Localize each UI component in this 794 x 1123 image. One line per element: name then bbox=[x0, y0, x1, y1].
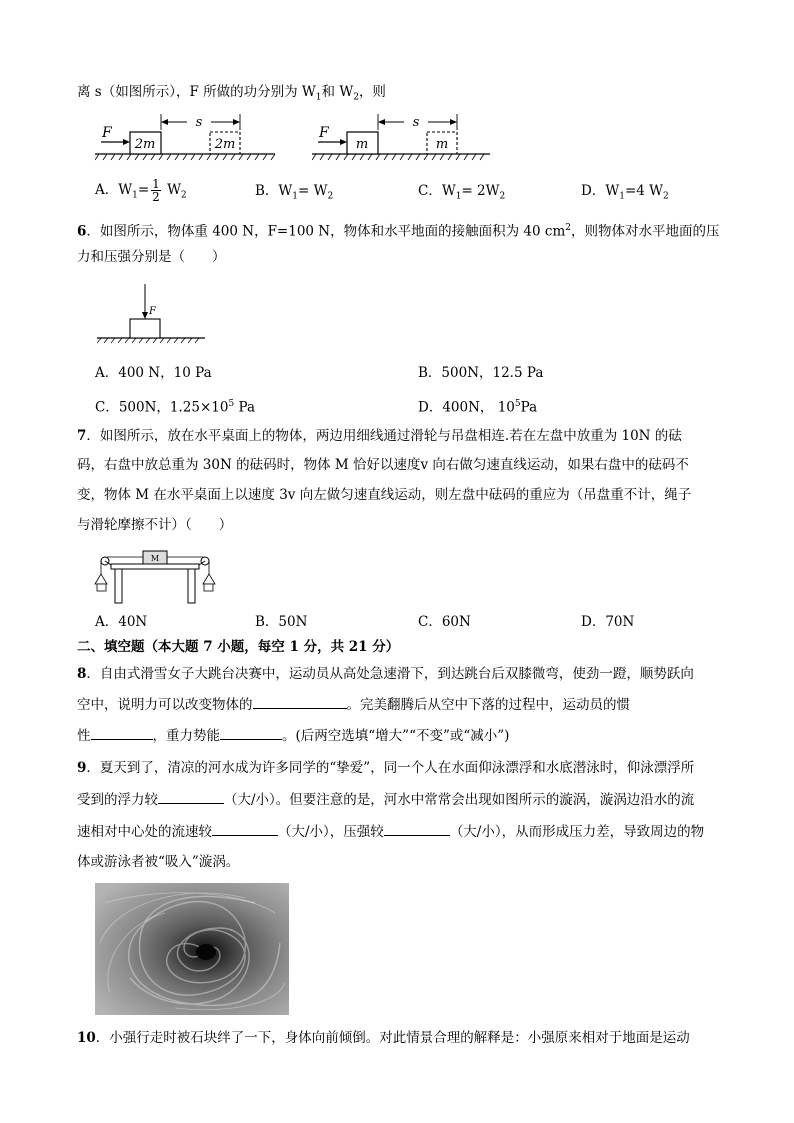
force-label: F bbox=[102, 125, 112, 141]
q5-stem: 离 s（如图所示），F 所做的功分别为 $W_1$和 $W_2$，则 bbox=[77, 84, 386, 103]
dashed-block-label: m bbox=[435, 137, 449, 152]
distance-label: s bbox=[195, 115, 203, 130]
q6-option-c[interactable]: C．500N，$1.25\times 10^5$ Pa bbox=[95, 399, 256, 416]
q5-option-c[interactable]: C．$W_1= 2W_2$ bbox=[418, 183, 506, 202]
q5-option-b[interactable]: B．$W_1= W_2$ bbox=[255, 183, 334, 202]
answer-blank[interactable] bbox=[253, 695, 347, 709]
q8-stem-line3: 性 ，重力势能 。(后两空选填“增大”“不变”或“减小”) bbox=[77, 728, 510, 744]
q7-stem-line2: 码，右盘中放总重为 30N 的砝码时，物体 M 恰好以速度v 向右做匀速直线运动，如果右盘中的砝码不 bbox=[77, 457, 689, 473]
q5-figure-2m bbox=[95, 110, 277, 165]
q5-figure-m bbox=[312, 110, 494, 165]
answer-blank[interactable] bbox=[212, 822, 278, 836]
q7-stem-line1: 7．如图所示，放在水平桌面上的物体，两边用细线通过滑轮与吊盘相连.若在左盘中放重为 10N 的砝 bbox=[77, 428, 682, 444]
fraction: $\frac{1}{2}$ bbox=[152, 177, 160, 204]
q5-option-a[interactable]: A．$W_1=$ $\frac{1}{2}$ $W_2$ bbox=[95, 177, 187, 204]
q6-option-d[interactable]: D．400N， $10^5Pa$ bbox=[418, 399, 538, 416]
force-label: F bbox=[319, 125, 329, 141]
section-heading: 二、填空题（本大题 7 小题，每空 1 分，共 21 分） bbox=[77, 639, 400, 655]
answer-blank[interactable] bbox=[158, 790, 224, 804]
block-label: m bbox=[355, 137, 369, 152]
q7-option-a[interactable]: A．40N bbox=[95, 614, 148, 630]
force-label: F bbox=[149, 306, 156, 317]
q5-option-d[interactable]: D．$W_1=4$ $W_2$ bbox=[581, 183, 669, 202]
q6-stem-line2: 力和压强分别是（ ） bbox=[77, 249, 226, 265]
q6-option-a[interactable]: A．400 N，10 Pa bbox=[95, 365, 212, 381]
q7-stem-line3: 变，物体 M 在水平桌面上以速度 3v 向左做匀速直线运动，则左盘中砝码的重应为（吊盘重不计，绳子 bbox=[77, 487, 692, 503]
q7-option-c[interactable]: C．60N bbox=[418, 614, 471, 630]
q6-option-b[interactable]: B．500N，12.5 Pa bbox=[418, 365, 544, 381]
q8-stem-line1: 8．自由式滑雪女子大跳台决赛中，运动员从高处急速滑下，到达跳台后双膝微弯，使劲一蹬，顺势跃向 bbox=[77, 666, 694, 682]
block-label: 2m bbox=[134, 137, 156, 152]
q9-stem-line4: 体或游泳者被“吸入”漩涡。 bbox=[77, 854, 240, 870]
q10-stem-line1: 10．小强行走时被石块绊了一下，身体向前倾倒。对此情景合理的解释是：小强原来相对于地面是运动 bbox=[77, 1030, 690, 1046]
q7-pulley-figure bbox=[93, 546, 218, 606]
q7-stem-line4: 与滑轮摩擦不计）（ ） bbox=[77, 517, 233, 533]
whirlpool-photo bbox=[95, 883, 289, 1015]
answer-blank[interactable] bbox=[384, 822, 450, 836]
dashed-block-label: 2m bbox=[214, 137, 236, 152]
q7-option-b[interactable]: B．50N bbox=[255, 614, 308, 630]
block-label: M bbox=[150, 554, 160, 563]
q9-stem-line3: 速相对中心处的流速较 （大/小），压强较 （大/小），从而形成压力差，导致周边的物 bbox=[77, 824, 705, 840]
q9-stem-line1: 9．夏天到了，清凉的河水成为许多同学的“挚爱”，同一个人在水面仰泳漂浮和水底潜泳时，仰泳漂浮所 bbox=[77, 760, 695, 776]
answer-blank[interactable] bbox=[91, 726, 153, 740]
q9-stem-line2: 受到的浮力较 （大/小）。但要注意的是，河水中常常会出现如图所示的漩涡，漩涡边沿水的流 bbox=[77, 792, 695, 808]
answer-blank[interactable] bbox=[220, 726, 282, 740]
q6-figure bbox=[97, 280, 207, 344]
q8-stem-line2: 空中，说明力可以改变物体的 。完美翻腾后从空中下落的过程中，运动员的惯 bbox=[77, 697, 630, 713]
q6-stem-line1: 6．如图所示，物体重 400 N，F=100 N，物体和水平地面的接触面积为 40 $cm^2$，则物体对水平地面的压 bbox=[77, 223, 720, 240]
distance-label: s bbox=[412, 115, 420, 130]
q7-option-d[interactable]: D．70N bbox=[581, 614, 635, 630]
